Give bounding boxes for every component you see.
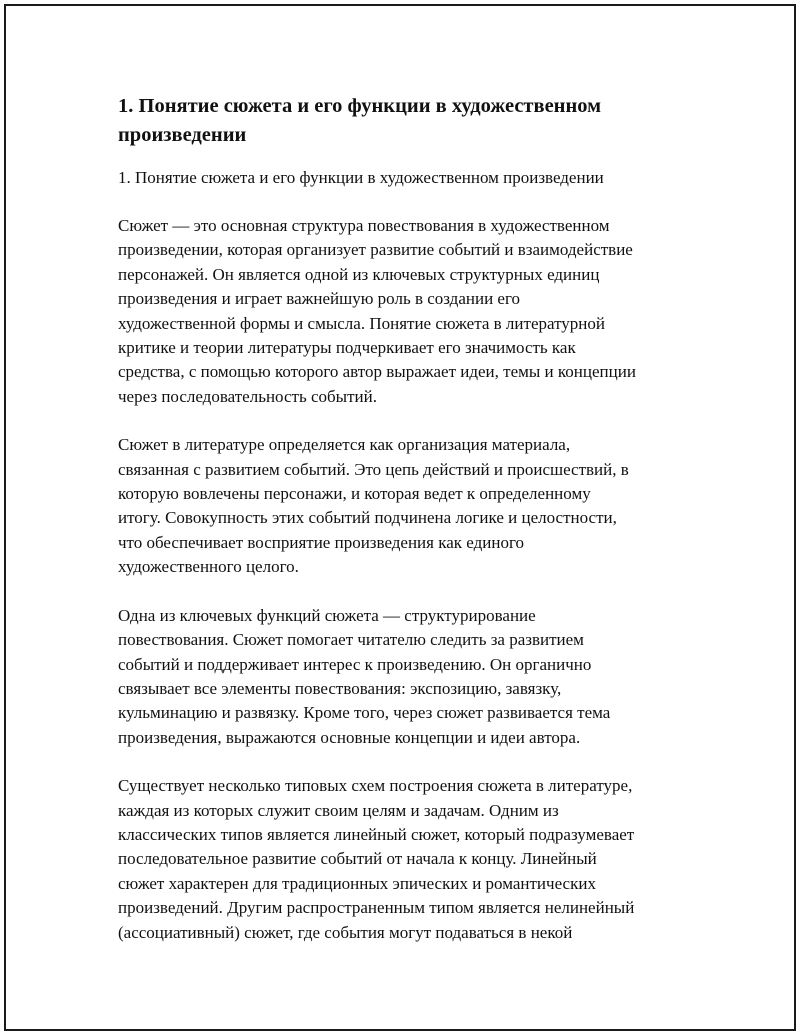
paragraph-4: Существует несколько типовых схем построения сюжета в литературе, каждая из которых служит своим целям и задачам. Одним из классических типов является линейный сюжет, который подразумевает последовательное развитие событий от начала к концу. Линейный сюжет характерен для традиционных эпических и романтических произведений. Другим распространенным типом является нелинейный (ассоциативный) сюжет, где события могут подаваться в некой [118,776,635,942]
paragraph-1: Сюжет — это основная структура повествования в художественном произведении, которая организует развитие событий и взаимодействие персонажей. Он является одной из ключевых структурных единиц произведения и играет важнейшую роль в создании его художественной формы и смысла. Понятие сюжета в литературной критике и теории литературы подчеркивает его значимость как средства, с помощью которого автор выражает идеи, темы и концепции через последовательность событий. [118,216,636,406]
section-heading: 1. Понятие сюжета и его функции в художественном произведении [118,95,602,146]
document-body [118,92,688,945]
paragraph-2: Сюжет в литературе определяется как организация материала, связанная с развитием событий. Это цепь действий и происшествий, в которую вовлечены персонажи, и которая ведет к определенному итогу. Совокупность этих событий подчинена логике и целостности, что обеспечивает восприятие произведения как единого художественного целого. [118,435,629,577]
paragraph-3: Одна из ключевых функций сюжета — структурирование повествования. Сюжет помогает читателю следить за развитием событий и поддерживает интерес к произведению. Он органично связывает все элементы повествования: экспозицию, завязку, кульминацию и развязку. Кроме того, через сюжет развивается тема произведения, выражаются основные концепции и идеи автора. [118,605,611,747]
section-subtitle: 1. Понятие сюжета и его функции в художественном произведении [118,168,604,187]
